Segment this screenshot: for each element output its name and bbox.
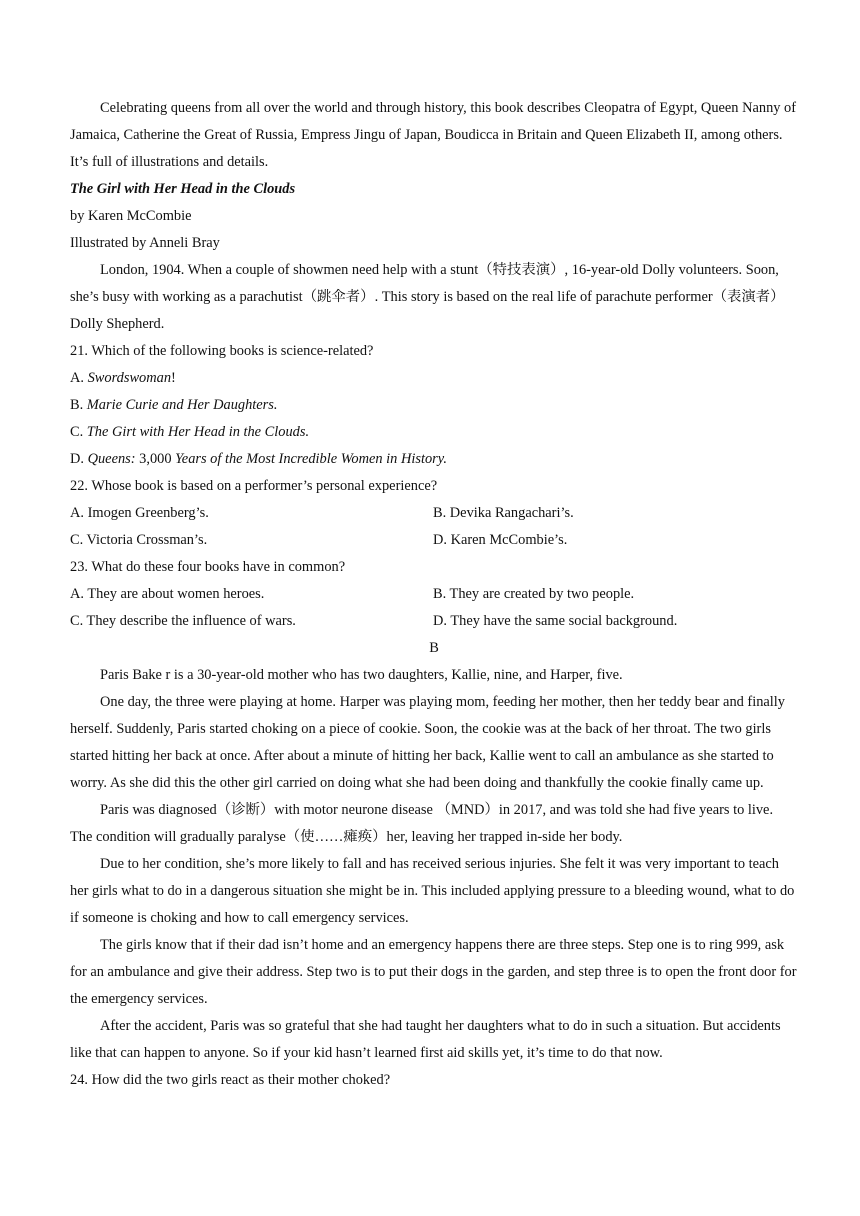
section-heading-b: B [429, 640, 439, 656]
passage-b-paragraph: One day, the three were playing at home. Harper was playing mom, feeding her mother, then her teddy bear and finally herself. Suddenly, Paris started choking on a piece of cookie. Soon, the cookie was at the back of her throat. The two girls started hitting her back at once. After about a minute of hitting her back, Kallie went to call an ambulance as she started to worry. As she did this the other girl carried on doing what she had been doing and thankfully the cookie finally came up. [70, 694, 785, 791]
question-22-stem: 22. Whose book is based on a performer’s personal experience? [70, 478, 438, 494]
passage-b-paragraph: Paris was diagnosed（诊断）with motor neurone disease （MND）in 2017, and was told she had five years to live. The condition will gradually paralyse（使……瘫痪）her, leaving her trapped in-side her body. [70, 802, 774, 845]
question-21-stem: 21. Which of the following books is science-related? [70, 343, 374, 359]
question-23-option-c: C. They describe the influence of wars. [70, 613, 296, 629]
question-22-option-c: C. Victoria Crossman’s. [70, 532, 208, 548]
passage-b-paragraph: Paris Bake r is a 30-year-old mother who has two daughters, Kallie, nine, and Harper, five. [100, 667, 623, 683]
question-23-options-row-1 [70, 581, 798, 608]
passage-b-paragraph: After the accident, Paris was so grateful that she had taught her daughters what to do in such a situation. But accidents like that can happen to anyone. So if your kid hasn’t learned first aid skills yet, it’s time to do that now. [70, 1018, 781, 1061]
question-22-option-a: A. Imogen Greenberg’s. [70, 505, 209, 521]
queens-book-description: Celebrating queens from all over the world and through history, this book describes Cleopatra of Egypt, Queen Nanny of Jamaica, Catherine the Great of Russia, Empress Jingu of Japan, Boudicca in Britain and Queen Elizabeth II, among others. It’s full of illustrations and details. [70, 100, 797, 170]
question-21-option-d: D. Queens: 3,000 Years of the Most Incredible Women in History. [70, 451, 447, 467]
question-23-option-a: A. They are about women heroes. [70, 586, 265, 602]
question-22-option-b: B. Devika Rangachari’s. [433, 505, 574, 521]
question-23-option-d: D. They have the same social background. [433, 613, 678, 629]
question-21-option-b: B. Marie Curie and Her Daughters. [70, 397, 278, 413]
question-23-stem: 23. What do these four books have in common? [70, 559, 346, 575]
question-22-option-d: D. Karen McCombie’s. [433, 532, 568, 548]
question-23-option-b: B. They are created by two people. [433, 586, 635, 602]
book-illustrator: Illustrated by Anneli Bray [70, 235, 220, 251]
book-description: London, 1904. When a couple of showmen need help with a stunt（特技表演）, 16-year-old Dolly volunteers. Soon, she’s busy with working as a parachutist（跳伞者）. This story is based on the real life of parachute performer（表演者）Dolly Shepherd. [70, 262, 785, 332]
question-24-stem: 24. How did the two girls react as their mother choked? [70, 1072, 391, 1088]
book-title: The Girl with Her Head in the Clouds [70, 181, 296, 197]
question-21-option-a: A. Swordswoman! [70, 370, 176, 386]
passage-b-paragraph: The girls know that if their dad isn’t home and an emergency happens there are three steps. Step one is to ring 999, ask for an ambulance and give their address. Step two is to put their dogs in the garden, and step three is to open the front door for the emergency services. [70, 937, 797, 1007]
book-author: by Karen McCombie [70, 208, 192, 224]
question-23-options-row-2 [70, 608, 798, 635]
question-21-option-c: C. The Girt with Her Head in the Clouds. [70, 424, 310, 440]
question-22-options-row-1 [70, 500, 798, 527]
question-22-options-row-2 [70, 527, 798, 554]
passage-b-paragraph: Due to her condition, she’s more likely to fall and has received serious injuries. She felt it was very important to teach her girls what to do in a dangerous situation she might be in. This included applying pressure to a bleeding wound, what to do if someone is choking and how to call emergency services. [70, 856, 795, 926]
